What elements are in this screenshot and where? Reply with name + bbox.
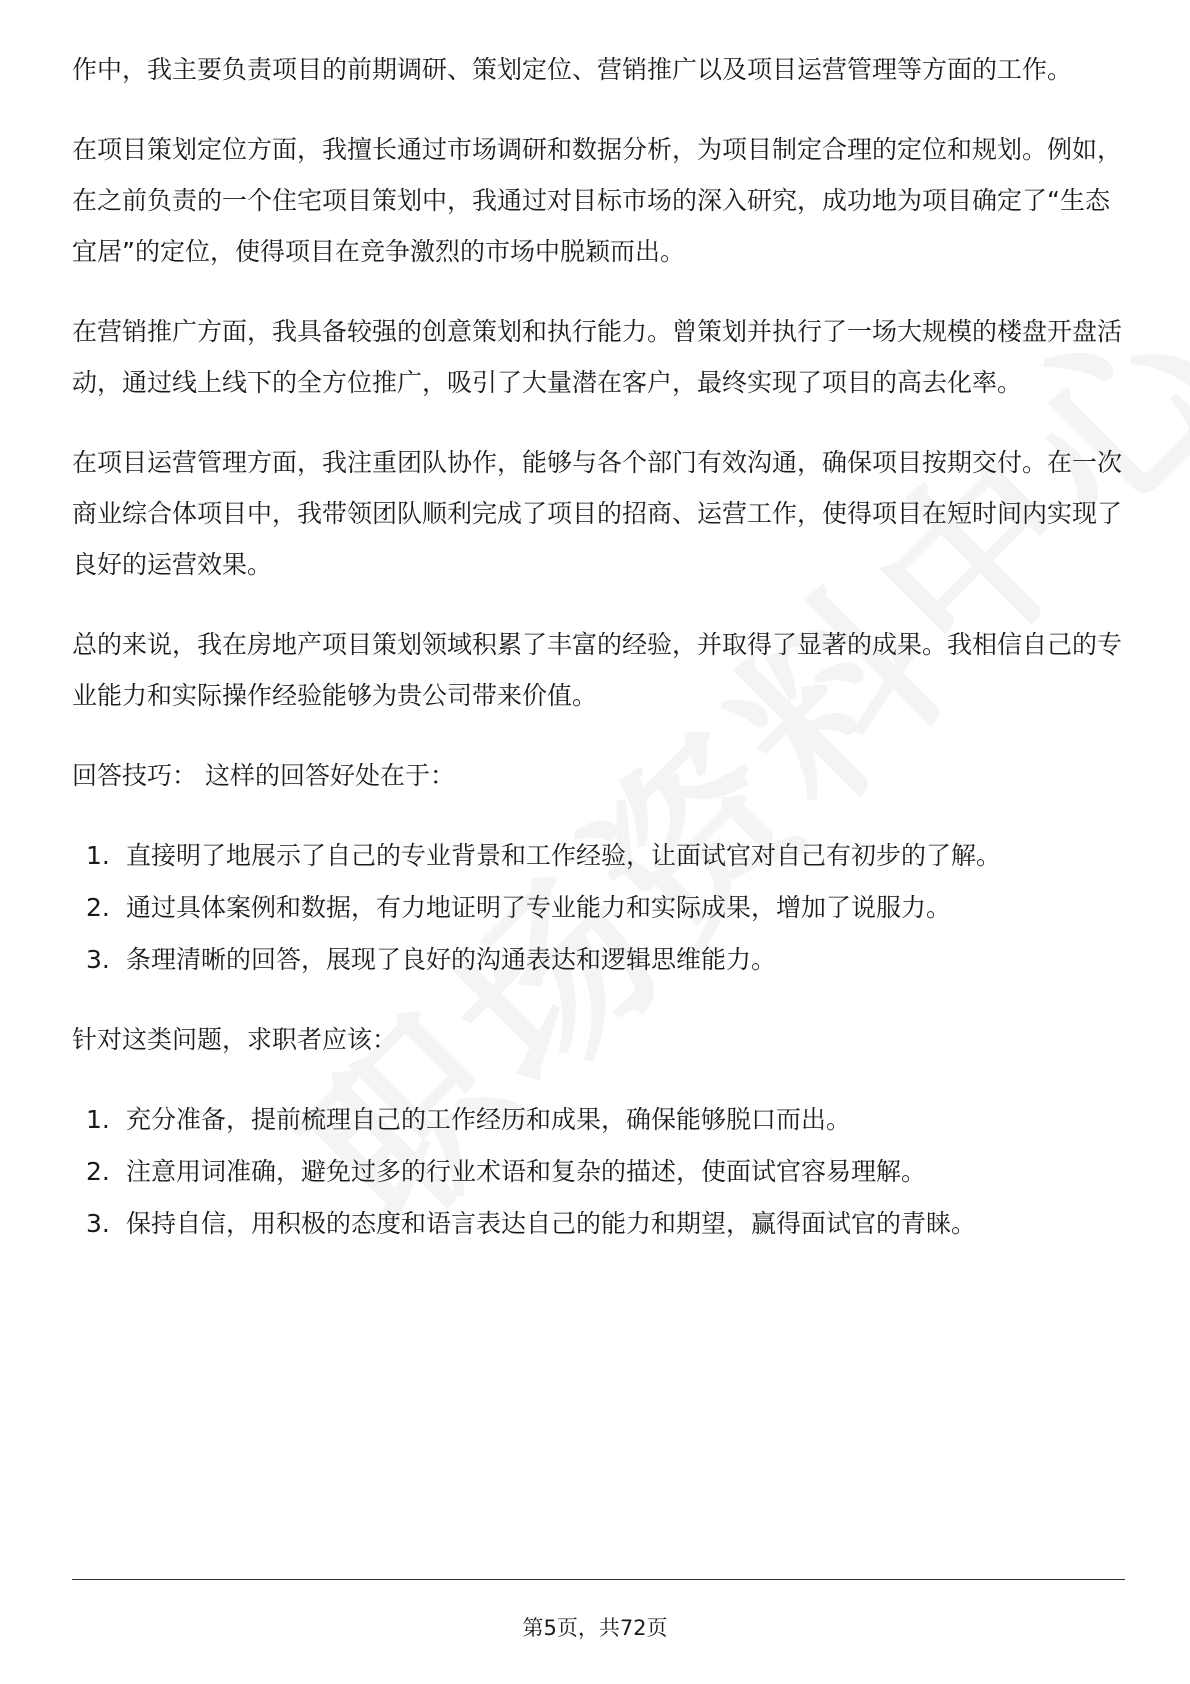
- list-item: [72, 934, 1122, 985]
- paragraph-intro-continued: 作中，我主要负责项目的前期调研、策划定位、营销推广以及项目运营管理等方面的工作。: [72, 55, 1073, 84]
- list-item-number: 1.: [86, 1105, 110, 1134]
- page-number: 第5页，共72页: [522, 1616, 668, 1640]
- list-item-text: 注意用词准确，避免过多的行业术语和复杂的描述，使面试官容易理解。: [126, 1157, 927, 1186]
- list-item-number: 1.: [86, 841, 110, 870]
- list-item-text: 保持自信，用积极的态度和语言表达自己的能力和期望，赢得面试官的青睐。: [126, 1209, 977, 1238]
- list-item: [72, 830, 1122, 881]
- list-item-text: 条理清晰的回答，展现了良好的沟通表达和逻辑思维能力。: [126, 945, 777, 974]
- list-item-number: 3.: [86, 945, 110, 974]
- list-item: [72, 1094, 1122, 1145]
- list-item-text: 充分准备，提前梳理自己的工作经历和成果，确保能够脱口而出。: [126, 1105, 852, 1134]
- paragraph-marketing: 在营销推广方面，我具备较强的创意策划和执行能力。曾策划并执行了一场大规模的楼盘开盘活动，通过线上线下的全方位推广，吸引了大量潜在客户，最终实现了项目的高去化率。: [72, 317, 1123, 397]
- tips-heading: 回答技巧： 这样的回答好处在于：: [72, 761, 455, 790]
- advice-list: [72, 1094, 1122, 1249]
- list-item-text: 通过具体案例和数据，有力地证明了专业能力和实际成果，增加了说服力。: [126, 893, 952, 922]
- list-item: [72, 1146, 1122, 1197]
- paragraph-positioning: 在项目策划定位方面，我擅长通过市场调研和数据分析，为项目制定合理的定位和规划。例如，在之前负责的一个住宅项目策划中，我通过对目标市场的深入研究，成功地为项目确定了“生态宜居”的定位，使得项目在竞争激烈的市场中脱颖而出。: [72, 135, 1123, 266]
- document-body: [72, 44, 1122, 1278]
- paragraph-summary: 总的来说，我在房地产项目策划领域积累了丰富的经验，并取得了显著的成果。我相信自己的专业能力和实际操作经验能够为贵公司带来价值。: [72, 630, 1123, 710]
- list-item-number: 2.: [86, 1157, 110, 1186]
- tips-list: [72, 830, 1122, 985]
- list-item-number: 2.: [86, 893, 110, 922]
- list-item: [72, 882, 1122, 933]
- footer-divider: [72, 1579, 1125, 1580]
- list-item-text: 直接明了地展示了自己的专业背景和工作经验，让面试官对自己有初步的了解。: [126, 841, 1002, 870]
- paragraph-operations: 在项目运营管理方面，我注重团队协作，能够与各个部门有效沟通，确保项目按期交付。在一次商业综合体项目中，我带领团队顺利完成了项目的招商、运营工作，使得项目在短时间内实现了良好的运营效果。: [72, 448, 1123, 579]
- list-item: [72, 1198, 1122, 1249]
- list-item-number: 3.: [86, 1209, 110, 1238]
- advice-heading: 针对这类问题，求职者应该：: [72, 1025, 398, 1054]
